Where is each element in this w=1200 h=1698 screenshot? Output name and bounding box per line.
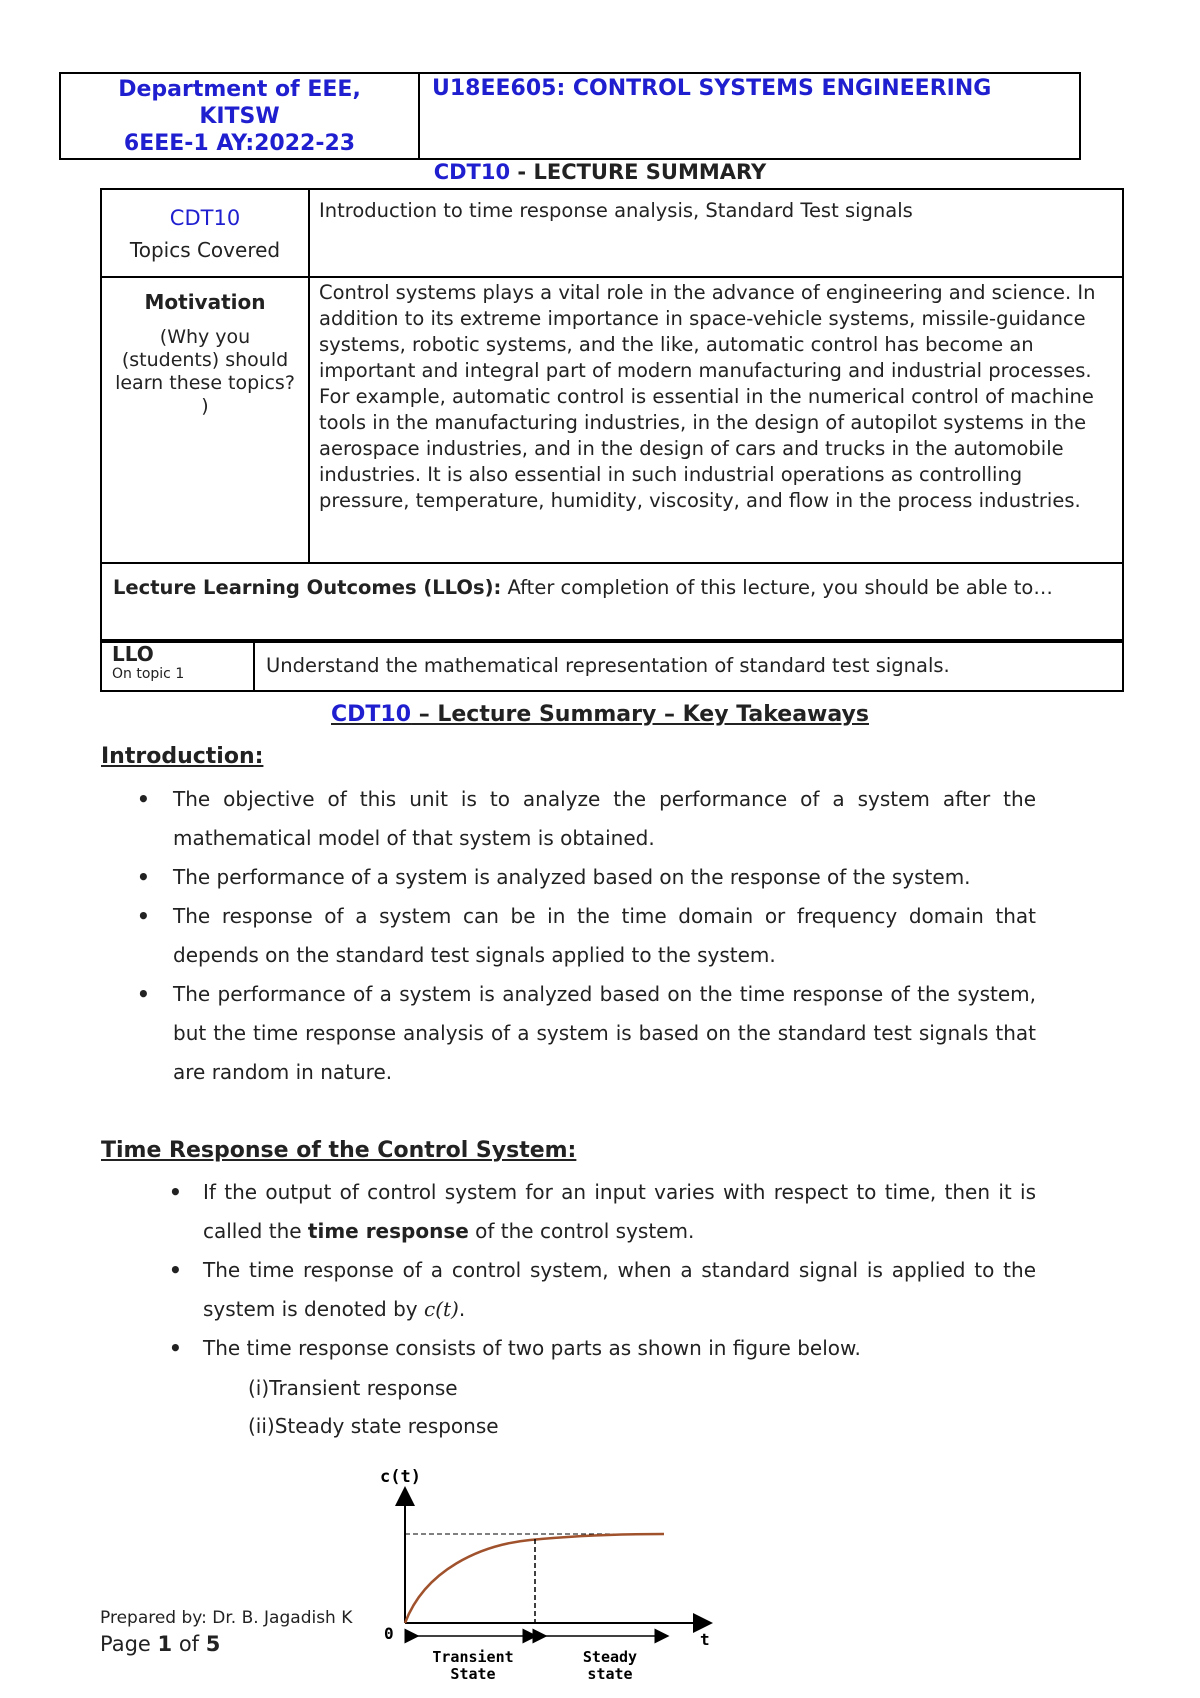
lecture-summary-label: - LECTURE SUMMARY [510,160,767,184]
steady-label-2: state [587,1665,633,1683]
llo-topic: On topic 1 [112,666,185,682]
llo-intro [101,563,1123,640]
steady-label-1: Steady [582,1648,638,1666]
key-takeaways-label: – Lecture Summary – Key Takeaways [411,702,869,727]
list-item: • The objective of this unit is to analyze the performance of a system after the mathematical model of that system is obtained. [137,787,1036,850]
motivation-text: Control systems plays a vital role in the advance of engineering and science. In addition to its extreme importance in space-vehicle systems, missile-guidance systems, robotic systems, and the like, automatic control has become an important and integral part of modern manufacturing and industrial processes. For example, automatic control is essential in the numerical control of machine tools in the manufacturing industries, in the design of autopilot systems in the aerospace industries, and in the design of cars and trucks in the automobile industries. It is also essential in such industrial operations as controlling pressure, temperature, humidity, viscosity, and flow in the process industries. [309,277,1123,563]
department-line: Department of EEE, [118,77,361,102]
motivation-subheading: (Why you (students) should learn these topics? ) [115,326,295,417]
year-line: 6EEE-1 AY:2022-23 [123,131,356,156]
introduction-list [137,780,1036,1092]
lecture-code: CDT10 [433,160,511,184]
list-item: • If the output of control system for an input varies with respect to time, then it is called the time response of the control system. [169,1180,1036,1243]
current-page: 1 [157,1632,173,1656]
list-item: • The response of a system can be in the time domain or frequency domain that depends on the standard test signals applied to the system. [137,904,1036,967]
llo-table [100,641,1124,692]
time-response-heading: Time Response of the Control System: [101,1138,577,1163]
time-response-list [169,1173,1036,1368]
motivation-heading: Motivation [144,290,266,314]
department-cell [60,73,419,159]
llo-label-cell [101,642,254,691]
key-takeaways-code: CDT10 [331,702,412,727]
transient-label-2: State [450,1665,496,1683]
time-response-figure [370,1460,720,1690]
course-title: U18EE605: CONTROL SYSTEMS ENGINEERING [419,73,1080,159]
page-number: Page 1 of 5 [100,1632,221,1656]
x-axis-label: t [700,1630,710,1649]
prepared-by: Prepared by: Dr. B. Jagadish K [100,1608,353,1628]
total-pages: 5 [205,1632,221,1656]
header-table [59,72,1081,160]
llo-intro-heading: Lecture Learning Outcomes (LLOs): [113,576,502,599]
topics-cell [101,189,309,277]
motivation-cell [101,277,309,563]
list-item: • The time response of a control system, when a standard signal is applied to the system is denoted by c(t). [169,1258,1036,1321]
introduction-heading: Introduction: [101,744,264,769]
llo-text: Understand the mathematical representation of standard test signals. [254,642,1123,691]
llo-label: LLO [112,642,154,666]
transient-label-1: Transient [432,1648,514,1666]
origin-label: 0 [384,1624,394,1643]
topics-label: Topics Covered [129,238,281,262]
lecture-summary-title [0,160,1200,184]
steady-state-item: (ii)Steady state response [248,1414,499,1438]
llo-intro-text: After completion of this lecture, you should be able to… [501,576,1053,599]
institute-line: KITSW [199,104,280,129]
list-item: • The time response consists of two parts as shown in figure below. [169,1336,861,1360]
y-axis-label: c(t) [380,1467,421,1487]
topics-text: Introduction to time response analysis, Standard Test signals [309,189,1123,277]
list-item: • The performance of a system is analyzed based on the response of the system. [137,865,971,889]
transient-response-item: (i)Transient response [248,1376,458,1400]
key-takeaways-title [0,702,1200,727]
list-item: • The performance of a system is analyzed based on the time response of the system, but the time response analysis of a system is based on the standard test signals that are random in nature. [137,982,1036,1084]
summary-table [100,188,1124,641]
topics-code: CDT10 [169,206,241,230]
